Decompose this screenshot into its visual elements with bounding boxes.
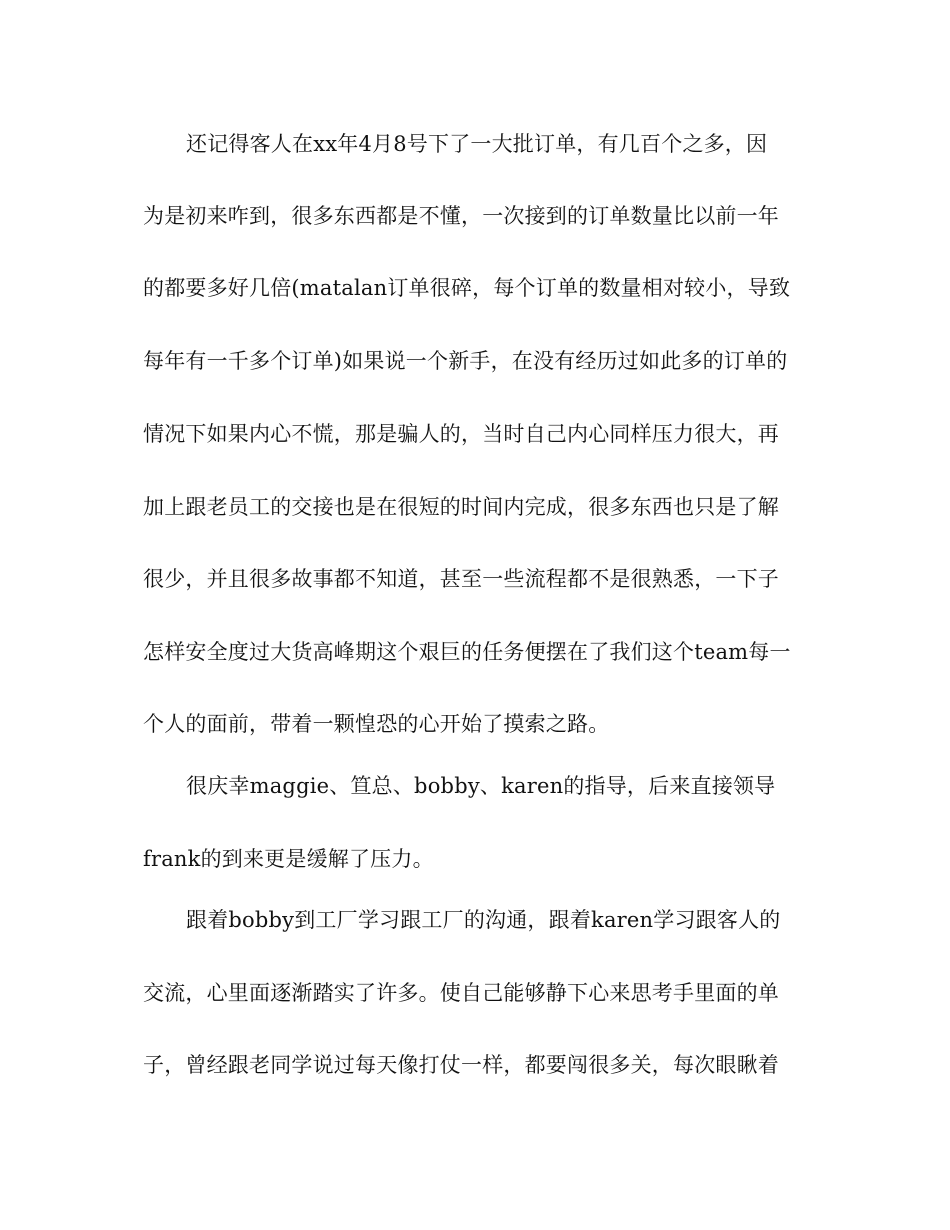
paragraph-1-line-8: 怎样安全度过大货高峰期这个艰巨的任务便摆在了我们这个team每一 [143,640,791,664]
paragraph-1-line-5: 情况下如果内心不慌，那是骗人的，当时自己内心同样压力很大，再 [143,422,779,446]
paragraph-1-line-3: 的都要多好几倍(matalan订单很碎，每个订单的数量相对较小，导致 [143,276,791,300]
paragraph-2-line-1: 很庆幸maggie、笪总、bobby、karen的指导，后来直接领导 [186,774,776,798]
paragraph-1-line-9: 个人的面前，带着一颗惶恐的心开始了摸索之路。 [143,712,610,736]
paragraph-1-line-4: 每年有一千多个订单)如果说一个新手，在没有经历过如此多的订单的 [143,349,788,373]
paragraph-3-line-1: 跟着bobby到工厂学习跟工厂的沟通，跟着karen学习跟客人的 [186,908,781,932]
paragraph-3-line-3: 子，曾经跟老同学说过每天像打仗一样，都要闯很多关，每次眼瞅着 [143,1053,779,1077]
paragraph-1-line-6: 加上跟老员工的交接也是在很短的时间内完成，很多东西也只是了解 [143,495,779,519]
paragraph-1-line-1: 还记得客人在xx年4月8号下了一大批订单，有几百个之多，因 [186,132,768,156]
paragraph-2-line-2: frank的到来更是缓解了压力。 [143,847,434,871]
paragraph-1-line-7: 很少，并且很多故事都不知道，甚至一些流程都不是很熟悉，一下子 [143,567,779,591]
paragraph-1-line-2: 为是初来咋到，很多东西都是不懂，一次接到的订单数量比以前一年 [143,204,779,228]
paragraph-3-line-2: 交流，心里面逐渐踏实了许多。使自己能够静下心来思考手里面的单 [143,981,779,1005]
